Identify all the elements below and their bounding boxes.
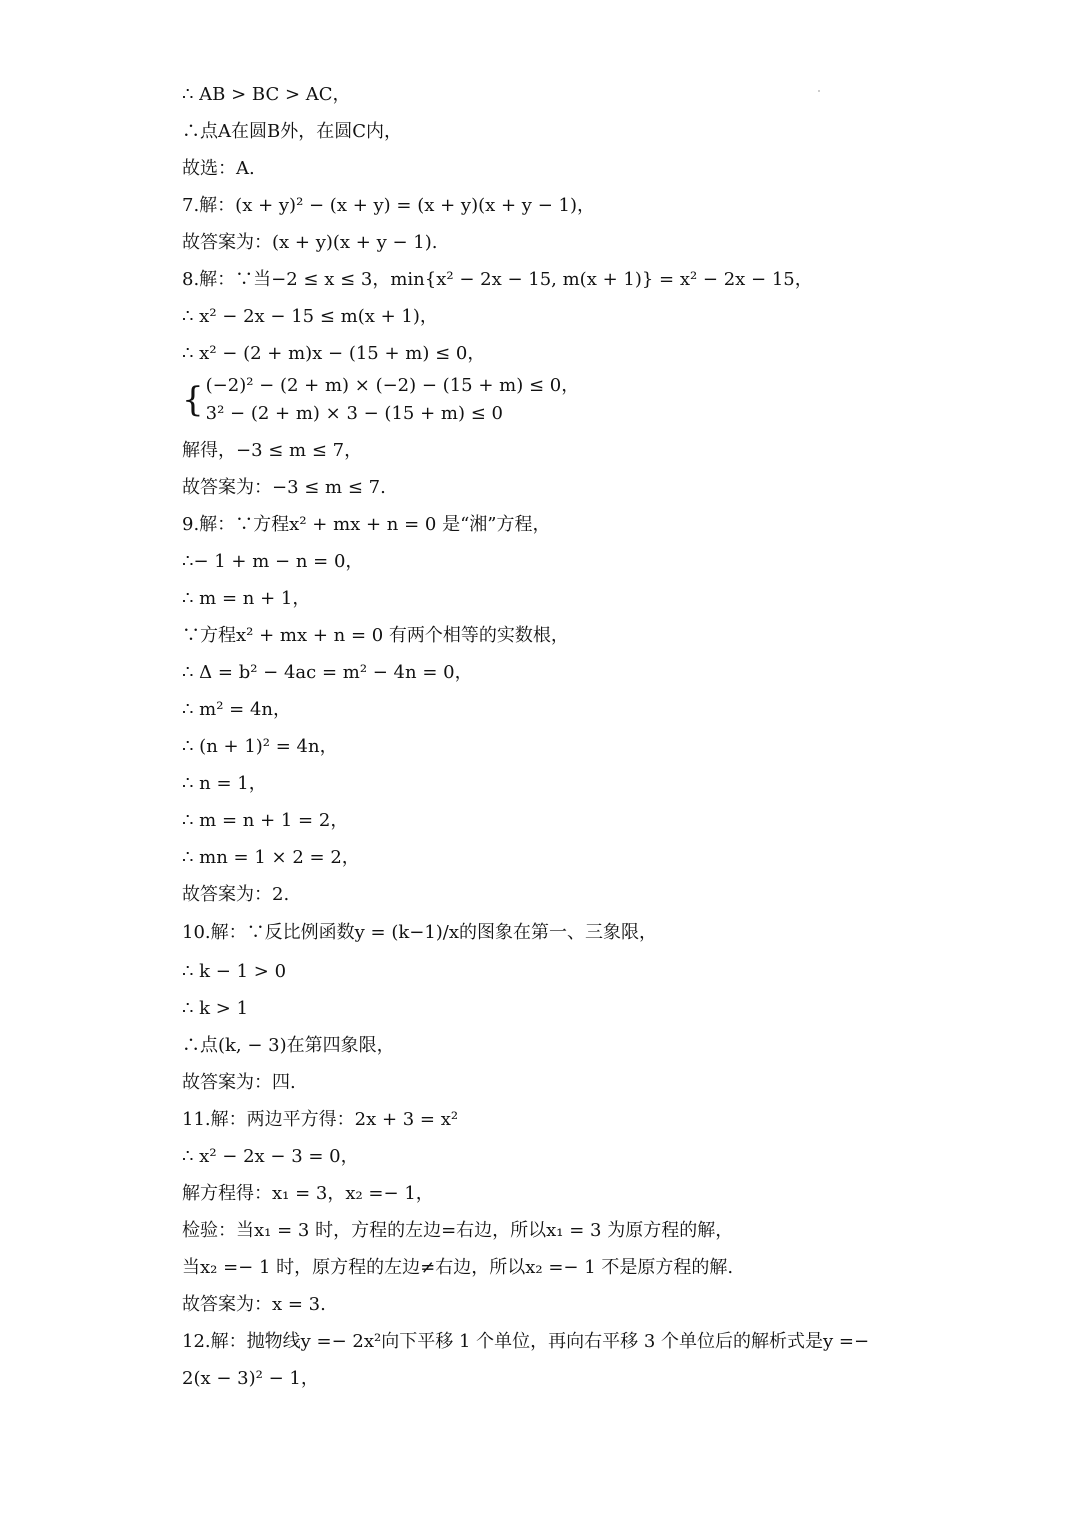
text-line: 8.解：∵当−2 ≤ x ≤ 3，min{x² − 2x − 15, m(x + 1)} = x² − 2x − 15， <box>182 269 813 290</box>
text-line: ∴ x² − 2x − 3 = 0， <box>182 1146 359 1167</box>
text-line: 故答案为：2. <box>182 884 290 905</box>
text-line: ∴ x² − 2x − 15 ≤ m(x + 1)， <box>182 306 438 327</box>
text-line: 10.解：∵反比例函数y = (k−1)/x的图象在第一、三象限， <box>182 922 658 943</box>
text-line: ∴ m = n + 1， <box>182 588 311 609</box>
text-line: 12.解：抛物线y =− 2x²向下平移 1 个单位，再向右平移 3 个单位后的解析式是y =− <box>182 1331 870 1352</box>
text-line: 7.解：(x + y)² − (x + y) = (x + y)(x + y − 1)， <box>182 195 595 216</box>
text-line: 故答案为：x = 3. <box>182 1294 326 1315</box>
text-line: ∵方程x² + mx + n = 0 有两个相等的实数根， <box>182 625 569 646</box>
text-line: 故答案为：(x + y)(x + y − 1). <box>182 232 438 253</box>
text-line: ∴− 1 + m − n = 0， <box>182 551 364 572</box>
text-line: 检验：当x₁ = 3 时，方程的左边=右边，所以x₁ = 3 为原方程的解， <box>182 1220 734 1241</box>
text-line: 2(x − 3)² − 1， <box>182 1368 319 1389</box>
system-comma: ， <box>561 375 580 396</box>
text-line: ∴ m² = 4n， <box>182 699 292 720</box>
system-rows <box>206 372 562 428</box>
solution-text <box>182 76 902 1397</box>
text-line: 故答案为：四. <box>182 1072 296 1093</box>
system-row-1: (−2)² − (2 + m) × (−2) − (15 + m) ≤ 0 <box>205 375 562 396</box>
text-line: ∴ mn = 1 × 2 = 2， <box>182 847 360 868</box>
text-line: ∴点A在圆B外，在圆C内， <box>182 121 402 142</box>
text-line: ∴ AB > BC > AC， <box>182 84 351 105</box>
text-line: 故选：A. <box>182 158 255 179</box>
text-line: 解得，−3 ≤ m ≤ 7， <box>182 440 363 461</box>
text-line: ∴ k − 1 > 0 <box>182 961 287 982</box>
text-line: 11.解：两边平方得：2x + 3 = x² <box>182 1109 459 1130</box>
text-line: 当x₂ =− 1 时，原方程的左边≠右边，所以x₂ =− 1 不是原方程的解. <box>182 1257 734 1278</box>
text-line: 解方程得：x₁ = 3，x₂ =− 1， <box>182 1183 434 1204</box>
text-line: ∴ m = n + 1 = 2， <box>182 810 349 831</box>
text-line: ∴ (n + 1)² = 4n， <box>182 736 338 757</box>
left-brace: { <box>182 380 204 420</box>
inequality-system <box>182 372 902 432</box>
system-row-2: 3² − (2 + m) × 3 − (15 + m) ≤ 0 <box>205 403 503 424</box>
text-line: ∴ k > 1 <box>182 998 249 1019</box>
text-line: ∴ x² − (2 + m)x − (15 + m) ≤ 0， <box>182 343 486 364</box>
text-line: ∴点(k, − 3)在第四象限， <box>182 1035 395 1056</box>
text-line: 9.解：∵方程x² + mx + n = 0 是“湘”方程， <box>182 514 551 535</box>
text-line: ∴ n = 1， <box>182 773 267 794</box>
text-line: 故答案为：−3 ≤ m ≤ 7. <box>182 477 386 498</box>
text-line: ∴ Δ = b² − 4ac = m² − 4n = 0， <box>182 662 473 683</box>
